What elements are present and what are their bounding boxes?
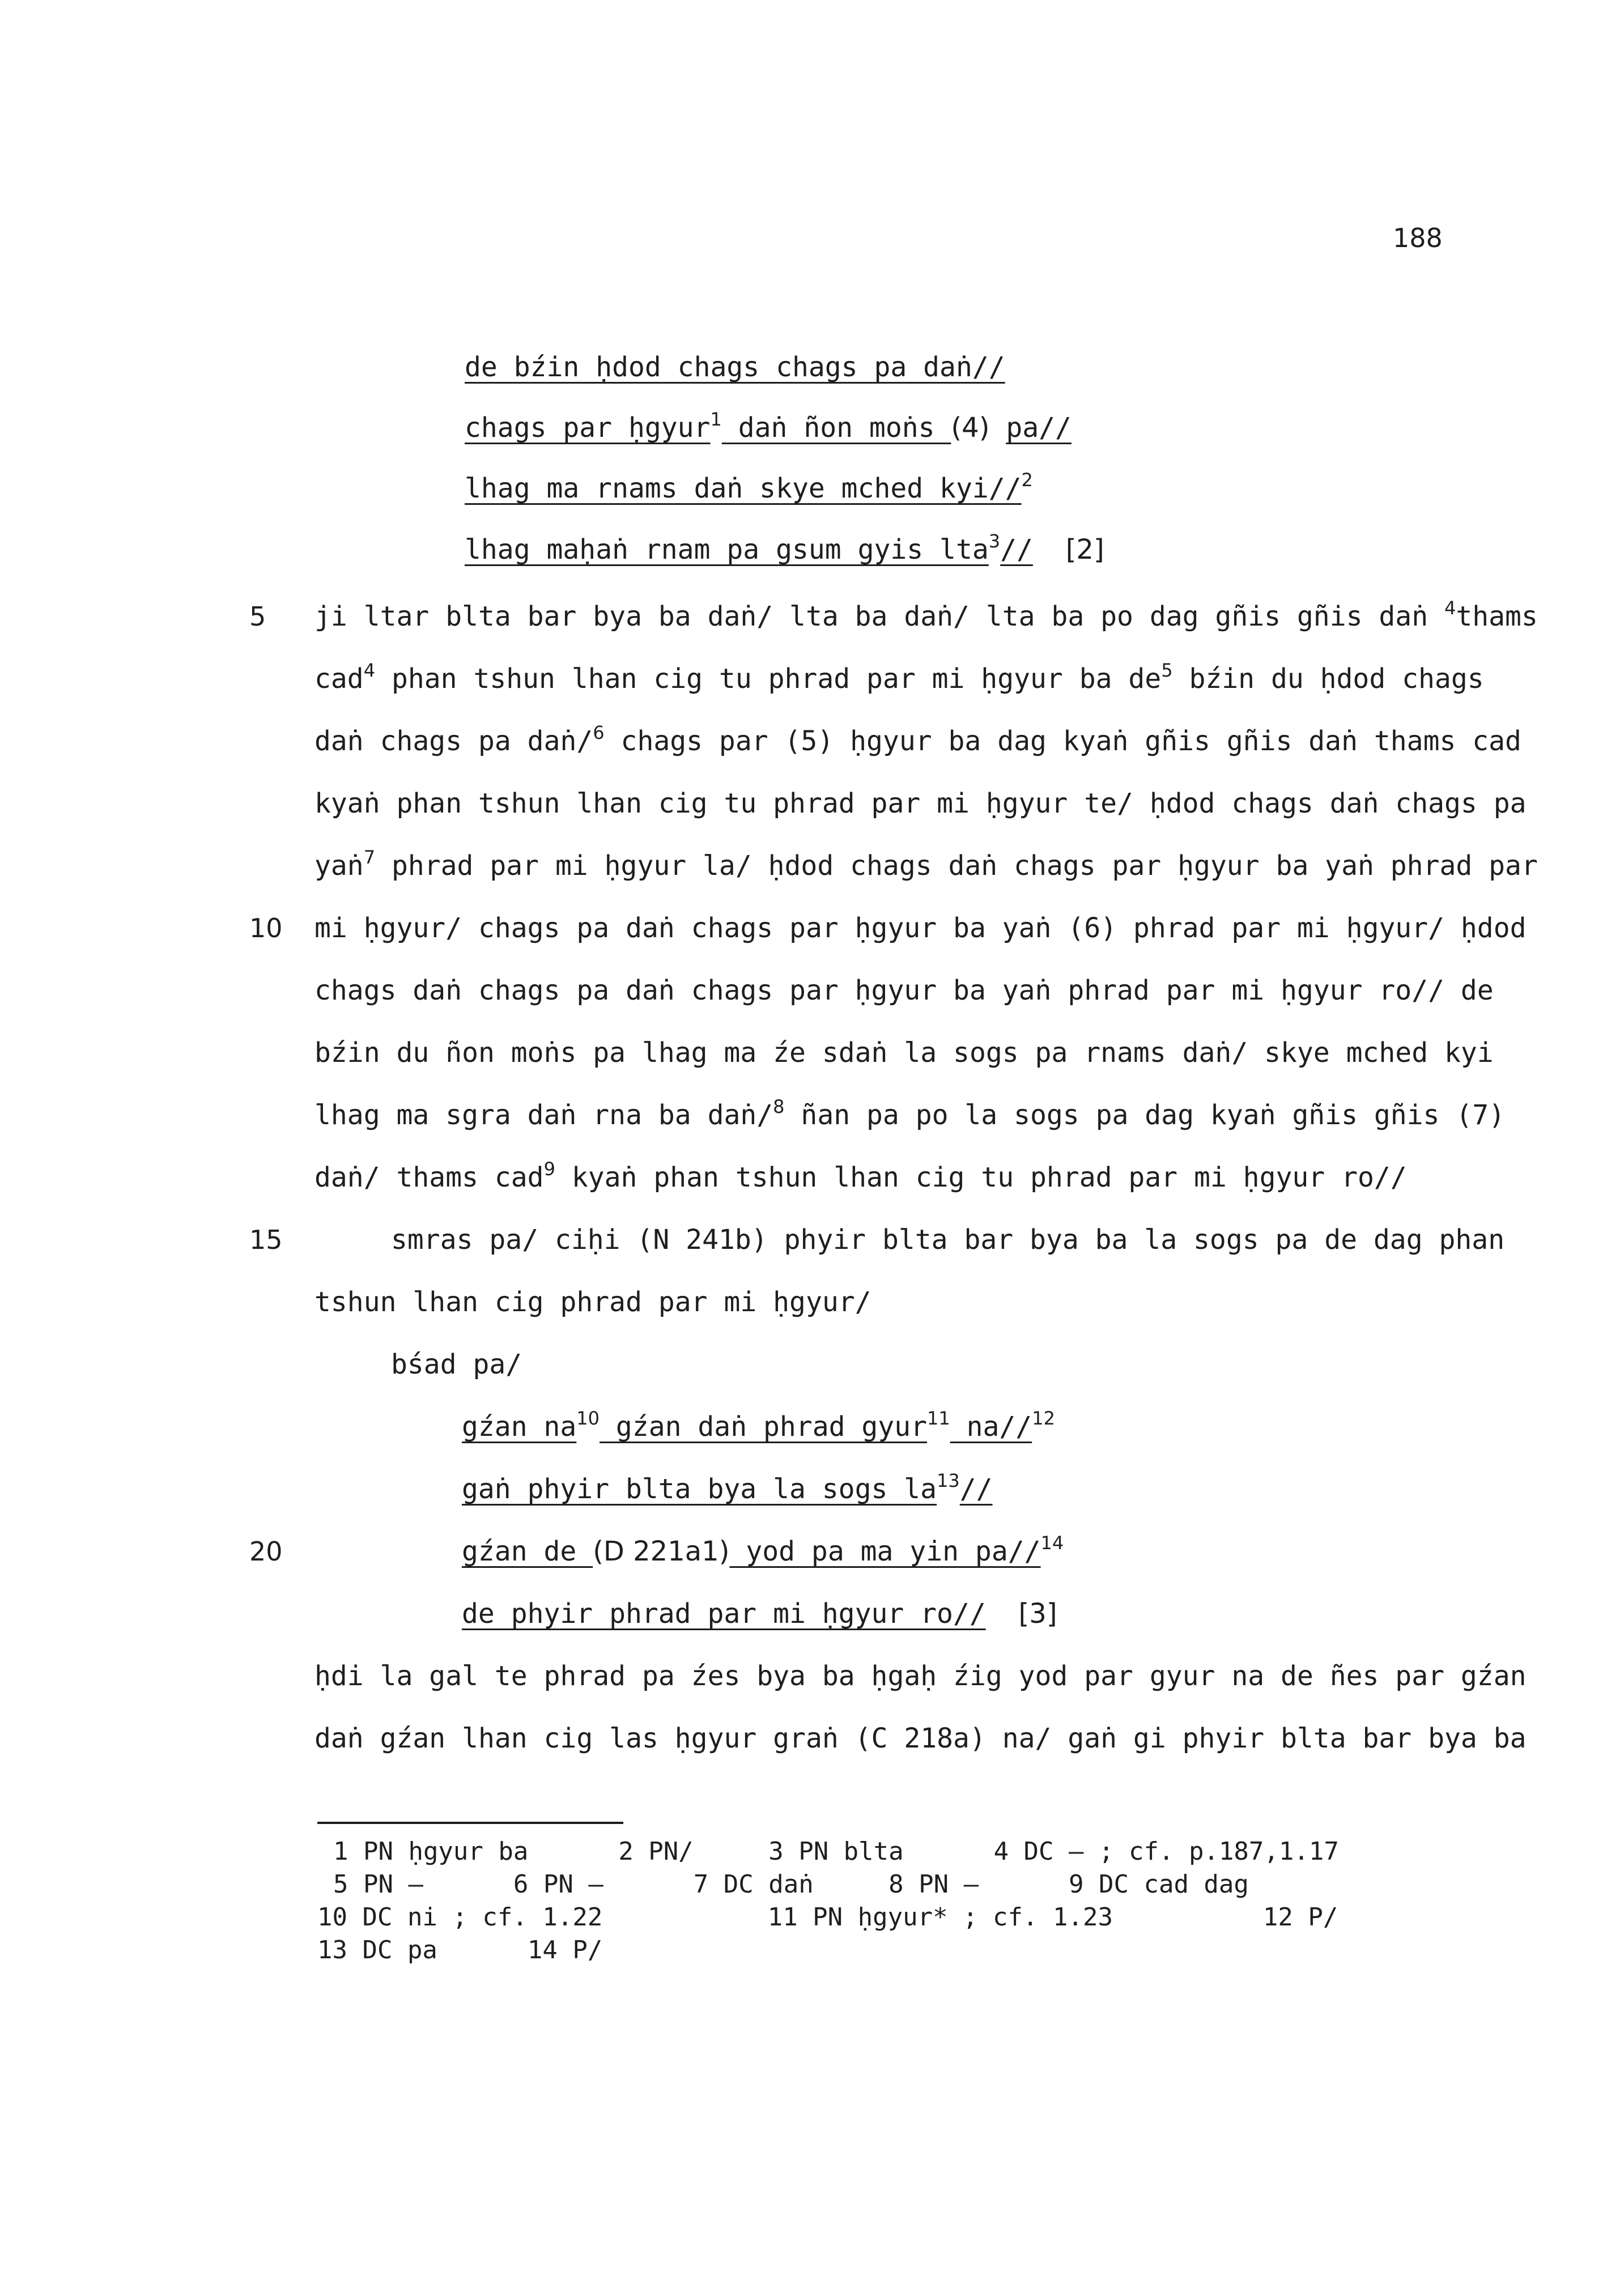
prose-line: chags daṅ chags pa daṅ chags par ḥgyur ba yaṅ phrad par mi ḥgyur ro// de — [314, 975, 1494, 1006]
line-number: 15 — [249, 1224, 283, 1255]
verse-line: gźan $na^{10}$ gźan daṅ phrad gyur$^{11}$ na//$^{12}$ — [462, 1408, 1055, 1443]
line-number: 10 — [249, 913, 283, 943]
prose-line: lhag ma sgra daṅ rna ba daṅ/$^8$ ñan pa po la sogs pa dag kyaṅ gñis gñis (7) — [314, 1096, 1506, 1131]
prose-line: daṅ gźan lhan cig las ḥgyur graṅ (C 218a) na/ gaṅ gi phyir blta bar bya ba — [314, 1723, 1527, 1754]
footnote-line: 1 PN ḥgyur ba 2 PN/ 3 PN blta 4 DC — ; cf. p.187,1.17 — [333, 1837, 1339, 1866]
verse-line: lhag maḥaṅ rnam pa gsum gyis lta$^3$// [2] — [465, 530, 1104, 566]
line-number: 5 — [249, 601, 266, 632]
verse-line: lhag ma rnams daṅ skye mched kyi//$^2$ — [465, 469, 1033, 504]
bsad-heading: bśad pa/ — [391, 1349, 522, 1380]
prose-line: daṅ chags pa daṅ/$^6$ chags par (5) ḥgyur ba dag kyaṅ gñis gñis daṅ thams cad — [314, 722, 1521, 757]
prose-line: kyaṅ phan tshun lhan cig tu phrad par mi ḥgyur te/ ḥdod chags daṅ chags pa — [314, 788, 1527, 819]
footnote-rule — [317, 1822, 623, 1824]
prose-line: ḥdi la gal te phrad pa źes bya ba ḥgaḥ źig yod par gyur na de ñes par gźan — [314, 1660, 1527, 1692]
prose-line: tshun lhan cig phrad par mi ḥgyur/ — [314, 1286, 871, 1318]
prose-line: bźin du ñon moṅs pa lhag ma źe sdaṅ la sogs pa rnams daṅ/ skye mched kyi — [314, 1037, 1494, 1069]
verse-line: gźan de (D 221a1) yod pa ma yin pa//$^{14}$ — [462, 1532, 1064, 1567]
verse-line: de bźin ḥdod chags chags pa daṅ// — [465, 351, 1005, 383]
prose-line: mi ḥgyur/ chags pa daṅ chags par ḥgyur ba yaṅ (6) phrad par mi ḥgyur/ ḥdod — [314, 912, 1527, 944]
prose-line: smras pa/ ciḥi (N 241b) phyir blta bar bya ba la sogs pa de dag phan — [391, 1224, 1505, 1256]
verse-line: chags par ḥgyur$^1$ daṅ ñon moṅs (4) pa// — [465, 409, 1072, 444]
footnote-line: 13 DC pa 14 P/ — [317, 1936, 603, 1965]
page-number: 188 — [1393, 223, 1443, 253]
prose-line: cad$^4$ phan tshun lhan cig tu phrad par mi ḥgyur ba $de^5$ bźin du ḥdod chags — [314, 660, 1484, 695]
verse-line: gaṅ phyir blta bya la sogs $la^{13}//$ — [462, 1470, 993, 1505]
prose-line: ji ltar blta bar bya ba daṅ/ lta ba daṅ/ lta ba po dag gñis gñis daṅ $^4$thams — [314, 597, 1538, 632]
verse-line: de phyir phrad par mi ḥgyur ro// [3] — [462, 1598, 1057, 1630]
footnote-line: 10 DC ni ; cf. 1.22 11 PN ḥgyur* ; cf. 1.23 12 P/ — [317, 1903, 1338, 1932]
footnote-line: 5 PN — 6 PN — 7 DC daṅ 8 PN — 9 DC cad dag — [333, 1870, 1249, 1899]
prose-line: yaṅ$^7$ phrad par mi ḥgyur la/ ḥdod chags daṅ chags par ḥgyur ba yaṅ phrad par — [314, 847, 1538, 882]
prose-line: daṅ/ thams cad$^9$ kyaṅ phan tshun lhan cig tu phrad par mi ḥgyur ro// — [314, 1158, 1407, 1193]
line-number: 20 — [249, 1536, 283, 1567]
